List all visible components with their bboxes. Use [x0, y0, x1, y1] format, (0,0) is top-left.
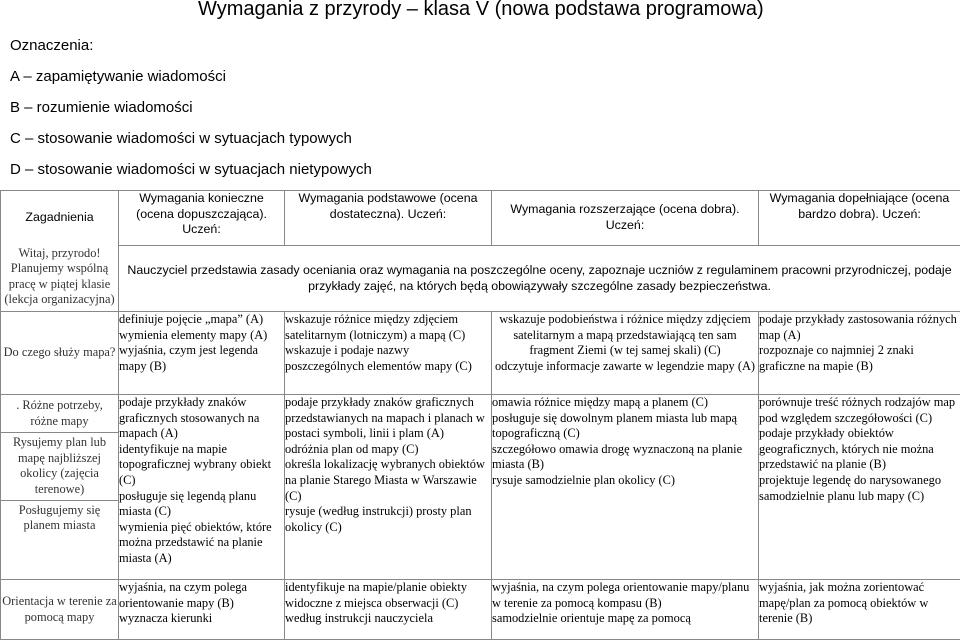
row-topic-maps: [1, 395, 119, 580]
intro-topic-cell: [1, 246, 119, 312]
header-col2: Wymagania podstawowe (ocena dostateczna). Uczeń:: [285, 191, 492, 246]
header-topics-label: Zagadnienia: [25, 210, 94, 225]
row2-col3-text: omawia różnice między mapą a planem (C) posługuje się dowolnym planem miasta lub mapą topograficzną (C) szczegółowo omawia drogę wyznaczoną na planie miasta (B) rysuje samodzielnie plan okolicy (C): [492, 395, 743, 487]
topic-city-plan: Posługujemy się planem miasta: [1, 500, 118, 536]
row2-col4-text: porównuje treść różnych rodzajów map pod względem szczegółowości (C) podaje przykłady obiektów geograficznych, których nie można przedstawić na planie (B) projektuje legendę do narysowanego samodzielnie planu lub mapy (C): [759, 395, 956, 503]
row1-col3-text: wskazuje podobieństwa i różnice między zdjęciem satelitarnym a mapą przedstawiającą ten sam fragment Ziemi (w tej samej skali) (C) odczytuje informacje zawarte w legendzie mapy (A): [494, 312, 756, 373]
intro-note: Nauczyciel przedstawia zasady oceniania oraz wymagania na poszczególne oceny, zapoznaje uczniów z regulaminem pracowni przyrodniczej, podaje przykłady zajęć, na których będą obowiązywały szczególne zasady bezpieczeństwa.: [119, 246, 960, 312]
row2-col2-text: podaje przykłady znaków graficznych przedstawianych na mapach i planach w postaci symboli, linii i plam (A) odróżnia plan od mapy (C) określa lokalizację wybranych obiektów na planie Starego Miasta w Warszawie (C) rysuje (według instrukcji) prosty plan okolicy (C): [285, 395, 485, 534]
topic-different-maps: . Różne potrzeby, różne mapy: [16, 398, 103, 428]
header-col1: Wymagania konieczne (ocena dopuszczająca). Uczeń:: [119, 191, 285, 246]
legend-item-b: B – rozumienie wiadomości: [10, 99, 193, 116]
row3-col1: [119, 580, 285, 640]
row2-col3: [492, 395, 759, 580]
legend-item-c: C – stosowanie wiadomości w sytuacjach typowych: [10, 130, 352, 147]
row1-col1: [119, 312, 285, 395]
row1-col3: [492, 312, 759, 395]
row1-col4: [759, 312, 960, 395]
row3-col2: [285, 580, 492, 640]
row3-col3: [492, 580, 759, 640]
row-topic-map: Do czego służy mapa?: [1, 312, 119, 395]
header-col3: Wymagania rozszerzające (ocena dobra). Uczeń:: [492, 191, 759, 246]
row3-col3-text: wyjaśnia, na czym polega orientowanie mapy/planu w terenie za pomocą kompasu (B) samodzielnie orientuje mapę za pomocą: [492, 580, 750, 626]
row3-col4-text: wyjaśnia, jak można zorientować mapę/plan za pomocą obiektów w terenie (B): [759, 580, 929, 626]
row3-col1-text: wyjaśnia, na czym polega orientowanie mapy (B) wyznacza kierunki: [119, 580, 247, 626]
row2-col1-text: podaje przykłady znaków graficznych stosowanych na mapach (A) identyfikuje na mapie topograficznej wybrany obiekt (C) posługuje się legendą planu miasta (C) wymienia pięć obiektów, które można przedstawić na planie miasta (A): [119, 395, 272, 565]
header-col4: Wymagania dopełniające (ocena bardzo dobra). Uczeń:: [759, 191, 960, 246]
row-topic-orientation: Orientacja w terenie za pomocą mapy: [1, 580, 119, 640]
header-topics: [1, 191, 119, 246]
row3-col2-text: identyfikuje na mapie/planie obiekty widoczne z miejsca obserwacji (C) według instrukcji nauczyciela: [285, 580, 468, 626]
requirements-table: [0, 190, 960, 640]
row1-col4-text: podaje przykłady zastosowania różnych map (A) rozpoznaje co najmniej 2 znaki graficzne na mapie (B): [759, 312, 957, 373]
legend-heading: Oznaczenia:: [10, 37, 94, 54]
row1-col2: [285, 312, 492, 395]
legend-item-a: A – zapamiętywanie wiadomości: [10, 68, 226, 85]
row1-col1-text: definiuje pojęcie „mapa” (A) wymienia elementy mapy (A) wyjaśnia, czym jest legenda mapy (B): [119, 312, 268, 373]
row2-col4: [759, 395, 960, 580]
topic-draw-plan: Rysujemy plan lub mapę najbliższej okolicy (zajęcia terenowe): [1, 432, 118, 499]
row2-col1: [119, 395, 285, 580]
legend-item-d: D – stosowanie wiadomości w sytuacjach nietypowych: [10, 161, 372, 178]
row3-col4: [759, 580, 960, 640]
intro-topic: Witaj, przyrodo! Planujemy wspólną pracę w piątej klasie (lekcja organizacyjna): [4, 245, 115, 307]
row1-col2-text: wskazuje różnice między zdjęciem satelitarnym (lotniczym) a mapą (C) wskazuje i podaje nazwy poszczególnych elementów mapy (C): [285, 312, 472, 373]
legend-list: [10, 68, 372, 192]
row2-col2: [285, 395, 492, 580]
document-title: Wymagania z przyrody – klasa V (nowa podstawa programowa): [198, 0, 764, 20]
